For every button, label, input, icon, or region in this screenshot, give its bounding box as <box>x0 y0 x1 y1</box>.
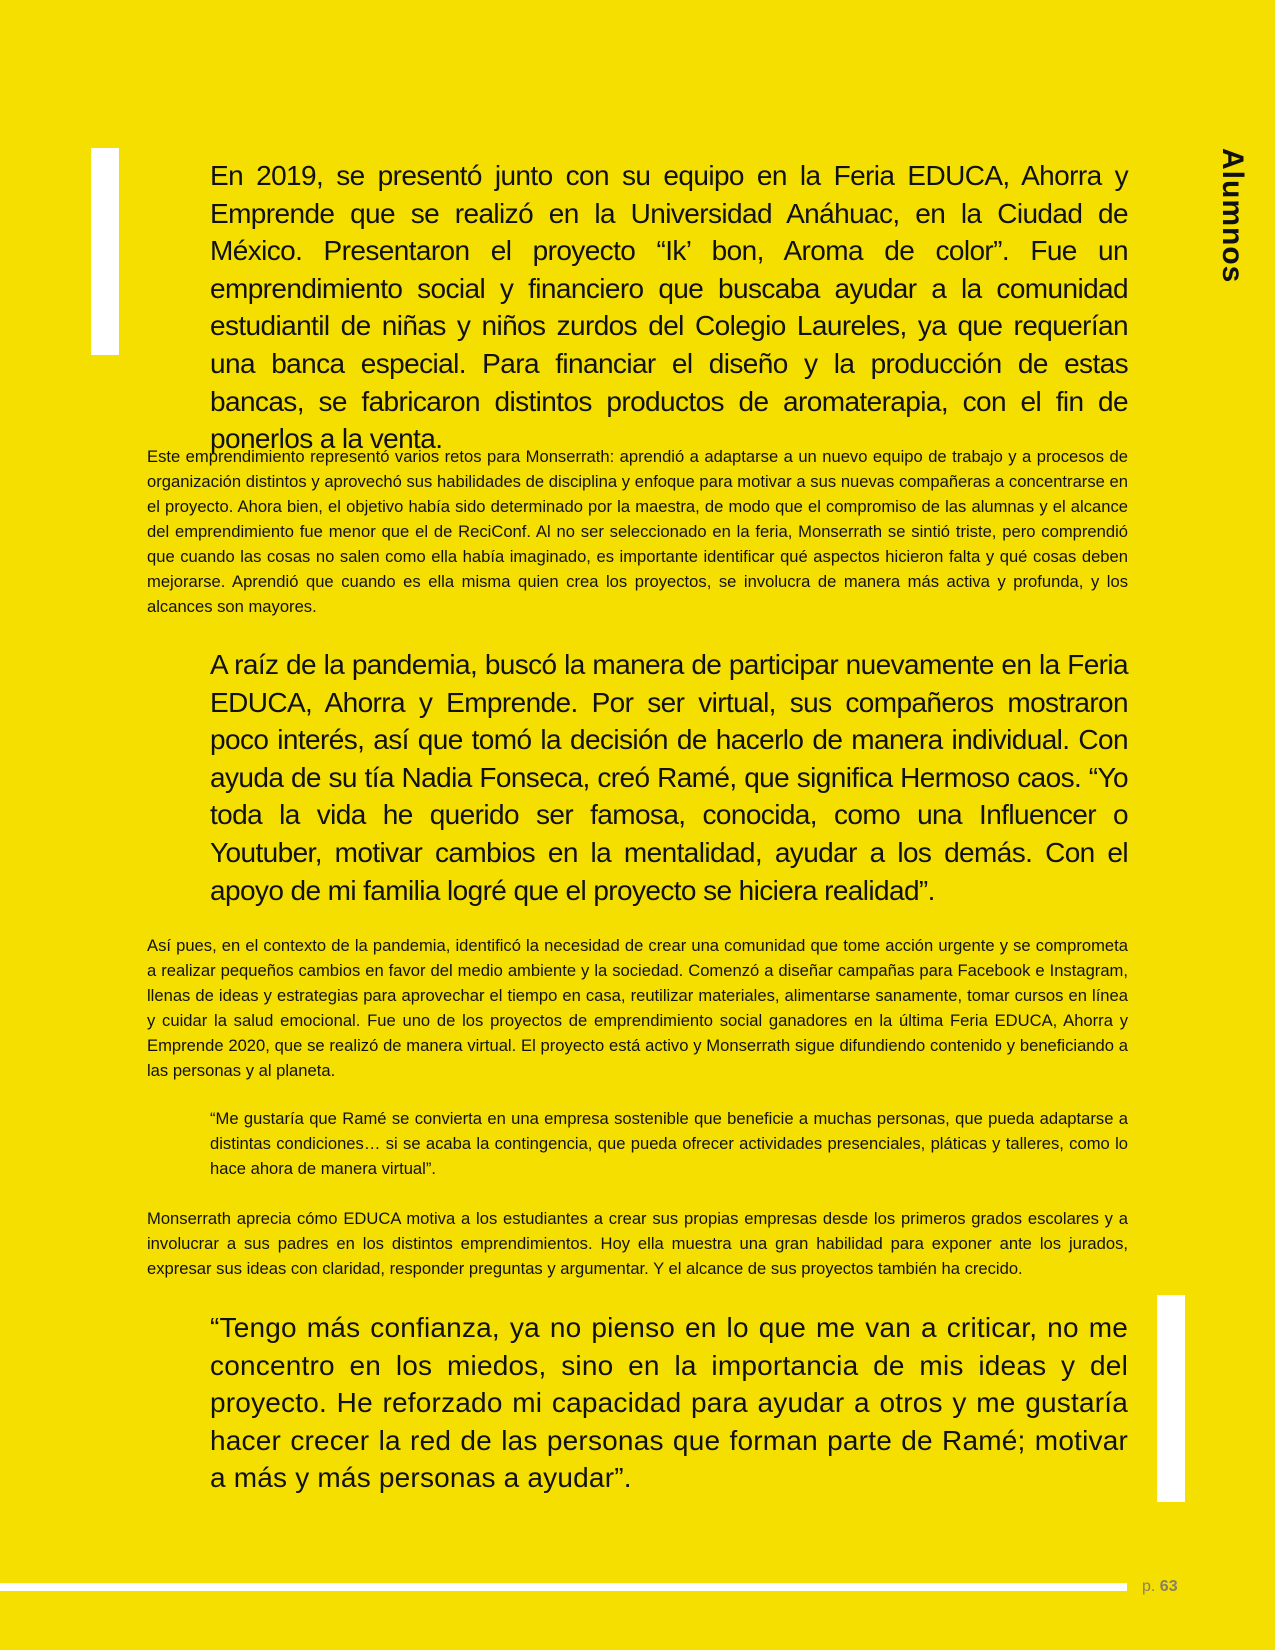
highlight-paragraph-1: En 2019, se presentó junto con su equipo en la Feria EDUCA, Ahorra y Emprende que se realizó en la Universidad Anáhuac, en la Ciudad de México. Presentaron el proyecto “Ik’ bon, Aroma de color”. Fue un emprendimiento social y financiero que buscaba ayudar a la comunidad estudiantil de niñas y niños zurdos del Colegio Laureles, ya que requerían una banca especial. Para financiar el diseño y la producción de estas bancas, se fabricaron distintos productos de aromaterapia, con el fin de ponerlos a la venta. <box>210 160 1128 455</box>
page-number <box>1142 1578 1178 1596</box>
quote-paragraph: “Me gustaría que Ramé se convierta en una empresa sostenible que beneficie a muchas personas, que pueda adaptarse a distintas condiciones… si se acaba la contingencia, que pueda ofrecer actividades presenciales, pláticas y talleres, como lo hace ahora de manera virtual”. <box>210 1109 1128 1178</box>
body-paragraph-1: Este emprendimiento representó varios retos para Monserrath: aprendió a adaptarse a un nuevo equipo de trabajo y a procesos de organización distintos y aprovechó sus habilidades de disciplina y enfoque para motivar a sus nuevas compañeras a concentrarse en el proyecto. Ahora bien, el objetivo había sido determinado por la maestra, de modo que el compromiso de las alumnas y el alcance del emprendimiento fue menor que el de ReciConf. Al no ser seleccionado en la feria, Monserrath se sintió triste, pero comprendió que cuando las cosas no salen como ella había imaginado, es importante identificar qué aspectos hicieron falta y qué cosas deben mejorarse. Aprendió que cuando es ella misma quien crea los proyectos, se involucra de manera más activa y profunda, y los alcances son mayores. <box>147 447 1128 616</box>
decorative-bar-left <box>91 148 119 355</box>
footer-divider <box>0 1583 1127 1591</box>
body-paragraph-2: Así pues, en el contexto de la pandemia, identificó la necesidad de crear una comunidad que tome acción urgente y se comprometa a realizar pequeños cambios en favor del medio ambiente y la sociedad. Comenzó a diseñar campañas para Facebook e Instagram, llenas de ideas y estrategias para aprovechar el tiempo en casa, reutilizar materiales, alimentarse sanamente, tomar cursos en línea y cuidar la salud emocional. Fue uno de los proyectos de emprendimiento social ganadores en la última Feria EDUCA, Ahorra y Emprende 2020, que se realizó de manera virtual. El proyecto está activo y Monserrath sigue difundiendo contenido y beneficiando a las personas y al planeta. <box>147 936 1128 1080</box>
highlight-paragraph-2: A raíz de la pandemia, buscó la manera de participar nuevamente en la Feria EDUCA, Ahorra y Emprende. Por ser virtual, sus compañeros mostraron poco interés, así que tomó la decisión de hacerlo de manera individual. Con ayuda de su tía Nadia Fonseca, creó Ramé, que significa Hermoso caos. “Yo toda la vida he querido ser famosa, conocida, como una Influencer o Youtuber, motivar cambios en la mentalidad, ayudar a los demás. Con el apoyo de mi familia logré que el proyecto se hiciera realidad”. <box>210 649 1128 906</box>
page-number-value: 63 <box>1159 1578 1178 1595</box>
decorative-bar-right <box>1157 1295 1185 1502</box>
highlight-paragraph-3: “Tengo más confianza, ya no pienso en lo que me van a criticar, no me concentro en los miedos, sino en la importancia de mis ideas y del proyecto. He reforzado mi capacidad para ayudar a otros y me gustaría hacer crecer la red de las personas que forman parte de Ramé; motivar a más y más personas a ayudar”. <box>210 1312 1128 1494</box>
page-number-prefix: p. <box>1142 1578 1156 1595</box>
body-paragraph-3: Monserrath aprecia cómo EDUCA motiva a los estudiantes a crear sus propias empresas desde los primeros grados escolares y a involucrar a sus padres en los distintos emprendimientos. Hoy ella muestra una gran habilidad para exponer ante los jurados, expresar sus ideas con claridad, responder preguntas y argumentar. Y el alcance de sus proyectos también ha crecido. <box>147 1209 1128 1278</box>
section-label: Alumnos <box>1216 148 1249 284</box>
